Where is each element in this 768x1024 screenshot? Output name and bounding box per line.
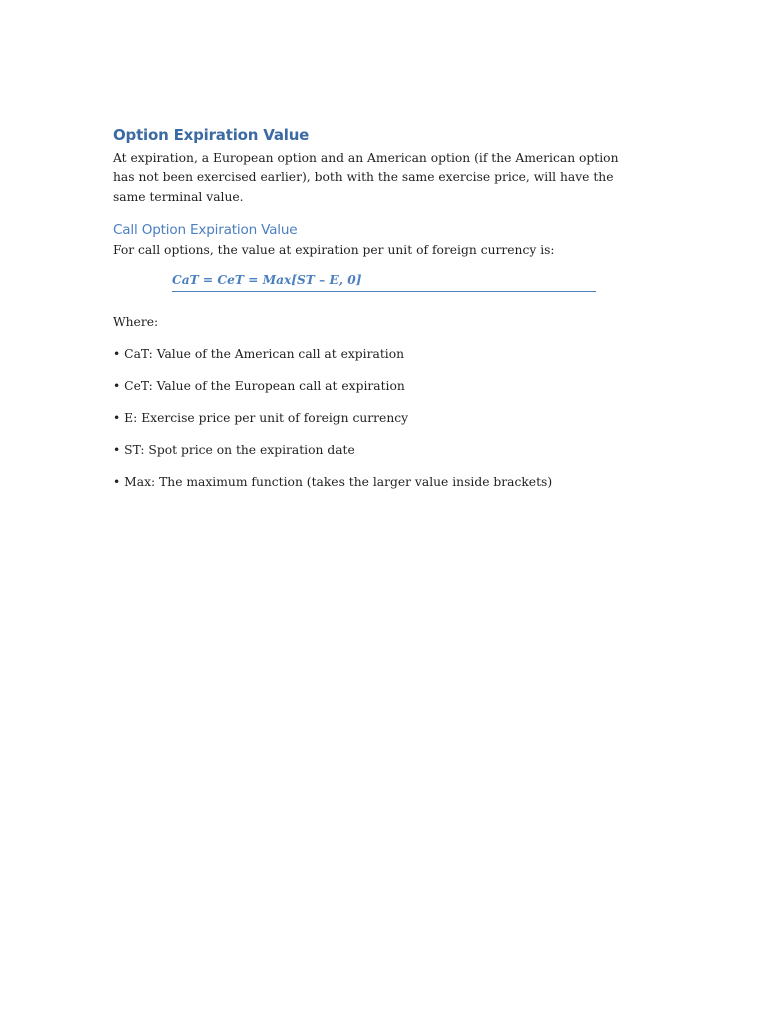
where-label: Where: <box>113 315 159 330</box>
definitions-list <box>113 345 643 492</box>
definition-max: • Max: The maximum function (takes the larger value inside brackets) <box>113 475 553 490</box>
call-options-paragraph: For call options, the value at expiration per unit of foreign currency is: <box>113 242 555 257</box>
formula-block <box>172 272 596 292</box>
heading-option-expiration-value: Option Expiration Value <box>113 126 310 144</box>
heading-call-option-expiration-value: Call Option Expiration Value <box>113 221 298 238</box>
document-content <box>113 124 643 492</box>
definition-cat: • CaT: Value of the American call at expiration <box>113 347 405 362</box>
definition-e: • E: Exercise price per unit of foreign currency <box>113 411 409 426</box>
definition-cet: • CeT: Value of the European call at expiration <box>113 379 405 394</box>
formula-text: CaT = CeT = Max[ST – E, 0] <box>172 273 362 288</box>
definition-st: • ST: Spot price on the expiration date <box>113 443 355 458</box>
intro-paragraph: At expiration, a European option and an American option (if the American option has not been exercised earlier), both with the same exercise price, will have the same terminal value. <box>113 151 619 204</box>
